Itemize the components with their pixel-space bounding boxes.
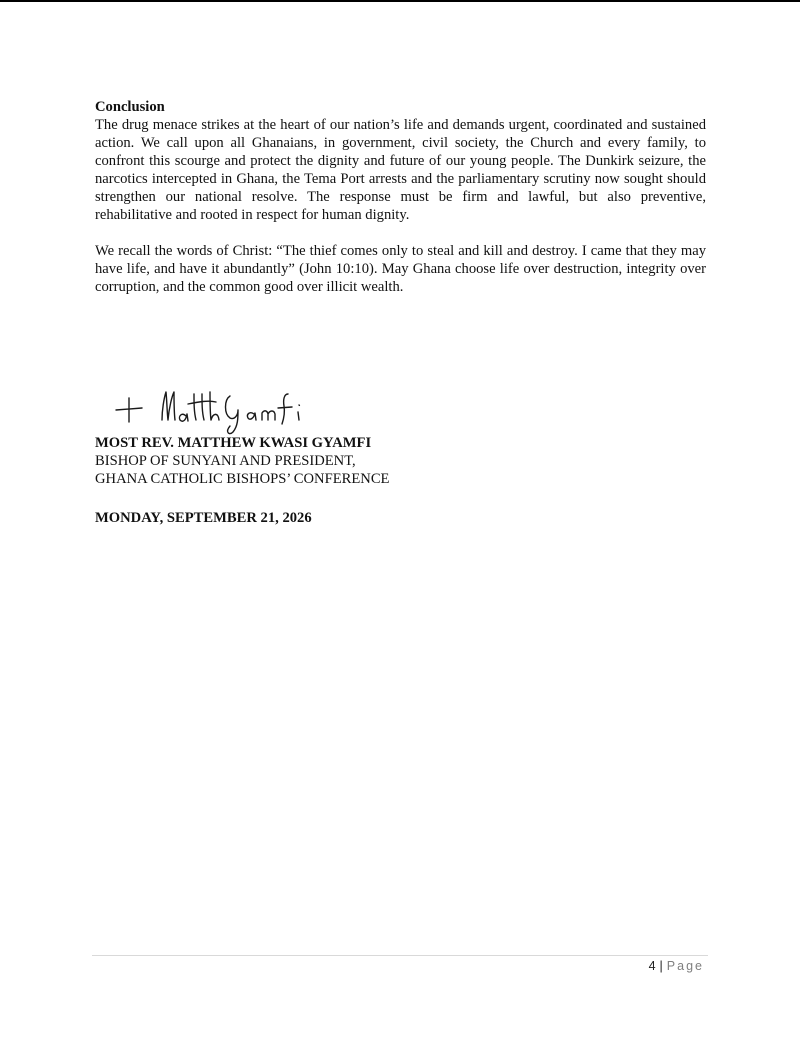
signatory-block <box>95 434 389 488</box>
signatory-title-line-2: GHANA CATHOLIC BISHOPS’ CONFERENCE <box>95 471 390 487</box>
handwritten-signature <box>112 380 342 436</box>
conclusion-paragraph-2: We recall the words of Christ: “The thief comes only to steal and kill and destroy. I came that they may have life, and have it abundantly” (John 10:10). May Ghana choose life over destruction, integrity over corruption, and the common good over illicit wealth. <box>95 243 706 295</box>
page-number: 4 <box>648 959 656 973</box>
page-label: Page <box>666 959 704 973</box>
page-footer <box>649 958 704 974</box>
signatory-title-line-1: BISHOP OF SUNYANI AND PRESIDENT, <box>95 453 356 469</box>
section-heading: Conclusion <box>95 99 165 115</box>
conclusion-paragraph-1: The drug menace strikes at the heart of our nation’s life and demands urgent, coordinated and sustained action. We call upon all Ghanaians, in government, civil society, the Church and every family, to confront this scourge and protect the dignity and future of our young people. The Dunkirk seizure, the narcotics intercepted in Ghana, the Tema Port arrests and the parliamentary scrutiny now sought should strengthen our national resolve. The response must be firm and lawful, but also preventive, rehabilitative and rooted in respect for human dignity. <box>95 117 706 223</box>
footer-divider <box>92 955 708 956</box>
footer-separator: | <box>659 959 663 973</box>
conclusion-section <box>95 98 706 296</box>
document-date: MONDAY, SEPTEMBER 21, 2026 <box>95 510 312 526</box>
signatory-name: MOST REV. MATTHEW KWASI GYAMFI <box>95 435 372 451</box>
